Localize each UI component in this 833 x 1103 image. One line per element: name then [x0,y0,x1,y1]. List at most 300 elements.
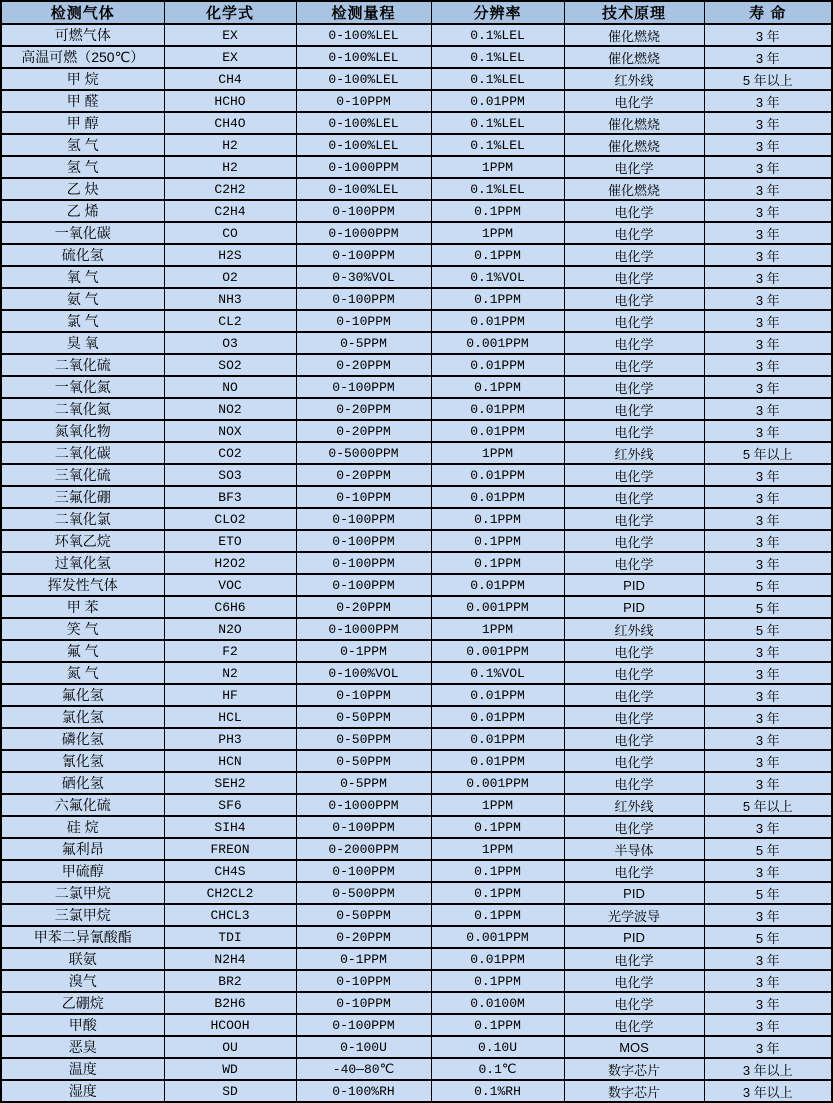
cell-life: 3 年 [704,684,832,706]
cell-life: 3 年 [704,904,832,926]
cell-gas-name: 氢 气 [1,156,164,178]
cell-formula: SIH4 [164,816,296,838]
cell-formula: CO [164,222,296,244]
cell-life: 5 年 [704,882,832,904]
cell-formula: C2H2 [164,178,296,200]
cell-life: 3 年 [704,156,832,178]
cell-principle: 半导体 [564,838,704,860]
cell-formula: EX [164,46,296,68]
cell-formula: NOX [164,420,296,442]
cell-resolution: 0.001PPM [431,772,564,794]
cell-resolution: 0.01PPM [431,464,564,486]
cell-principle: 电化学 [564,1014,704,1036]
cell-principle: 电化学 [564,728,704,750]
cell-gas-name: 一氧化氮 [1,376,164,398]
cell-resolution: 0.1PPM [431,860,564,882]
table-row [1,354,832,376]
cell-life: 3 年 [704,90,832,112]
cell-resolution: 0.01PPM [431,486,564,508]
cell-formula: H2S [164,244,296,266]
table-row [1,200,832,222]
cell-resolution: 0.1PPM [431,816,564,838]
cell-principle: 电化学 [564,420,704,442]
col-header-range: 检测量程 [296,1,431,24]
cell-range: 0-100%LEL [296,46,431,68]
table-row [1,706,832,728]
cell-gas-name: 乙 炔 [1,178,164,200]
cell-gas-name: 磷化氢 [1,728,164,750]
cell-formula: SD [164,1080,296,1102]
cell-life: 3 年 [704,970,832,992]
cell-formula: HF [164,684,296,706]
cell-principle: 电化学 [564,288,704,310]
cell-range: 0-100%RH [296,1080,431,1102]
cell-principle: 电化学 [564,156,704,178]
cell-gas-name: 环氧乙烷 [1,530,164,552]
cell-formula: EX [164,24,296,46]
cell-principle: 电化学 [564,860,704,882]
table-row [1,464,832,486]
cell-formula: NO [164,376,296,398]
cell-formula: VOC [164,574,296,596]
cell-life: 3 年 [704,772,832,794]
cell-gas-name: 溴气 [1,970,164,992]
table-row [1,112,832,134]
cell-resolution: 1PPM [431,838,564,860]
cell-formula: CLO2 [164,508,296,530]
cell-life: 3 年 [704,486,832,508]
cell-principle: 红外线 [564,618,704,640]
cell-resolution: 0.01PPM [431,706,564,728]
cell-range: 0-1000PPM [296,794,431,816]
cell-principle: PID [564,574,704,596]
cell-principle: 电化学 [564,706,704,728]
cell-range: 0-5PPM [296,772,431,794]
cell-life: 3 年 [704,552,832,574]
cell-resolution: 0.1%VOL [431,662,564,684]
cell-principle: 电化学 [564,332,704,354]
table-row [1,332,832,354]
cell-range: 0-100%LEL [296,112,431,134]
cell-range: 0-100%VOL [296,662,431,684]
cell-life: 3 年 [704,222,832,244]
cell-gas-name: 三氯甲烷 [1,904,164,926]
cell-resolution: 0.1%LEL [431,112,564,134]
cell-resolution: 0.1%VOL [431,266,564,288]
cell-gas-name: 氮氧化物 [1,420,164,442]
cell-formula: H2O2 [164,552,296,574]
cell-principle: 电化学 [564,376,704,398]
cell-principle: 电化学 [564,816,704,838]
cell-formula: BF3 [164,486,296,508]
cell-range: 0-1PPM [296,640,431,662]
table-row [1,178,832,200]
cell-formula: WD [164,1058,296,1080]
cell-principle: 催化燃烧 [564,24,704,46]
cell-gas-name: 挥发性气体 [1,574,164,596]
table-row [1,222,832,244]
table-row [1,992,832,1014]
cell-gas-name: 高温可燃（250℃） [1,46,164,68]
cell-life: 3 年 [704,662,832,684]
cell-range: 0-50PPM [296,706,431,728]
table-row [1,68,832,90]
cell-formula: SF6 [164,794,296,816]
cell-life: 3 年 [704,244,832,266]
cell-resolution: 0.10U [431,1036,564,1058]
cell-range: 0-1000PPM [296,222,431,244]
cell-formula: N2 [164,662,296,684]
cell-principle: 电化学 [564,530,704,552]
cell-formula: C6H6 [164,596,296,618]
cell-range: 0-10PPM [296,486,431,508]
table-row [1,24,832,46]
cell-range: 0-1000PPM [296,156,431,178]
table-row [1,156,832,178]
cell-range: 0-50PPM [296,750,431,772]
table-row [1,618,832,640]
cell-range: 0-10PPM [296,90,431,112]
cell-resolution: 0.001PPM [431,926,564,948]
cell-range: 0-20PPM [296,596,431,618]
cell-life: 3 年以上 [704,1080,832,1102]
cell-range: 0-100PPM [296,288,431,310]
cell-gas-name: 氟 气 [1,640,164,662]
cell-life: 3 年 [704,464,832,486]
cell-resolution: 0.1%LEL [431,134,564,156]
cell-life: 3 年 [704,332,832,354]
cell-principle: 电化学 [564,508,704,530]
cell-resolution: 1PPM [431,442,564,464]
cell-principle: 电化学 [564,398,704,420]
cell-principle: 电化学 [564,750,704,772]
cell-life: 3 年 [704,1036,832,1058]
cell-resolution: 0.1%LEL [431,178,564,200]
cell-formula: PH3 [164,728,296,750]
cell-gas-name: 甲 苯 [1,596,164,618]
cell-formula: FREON [164,838,296,860]
table-row [1,772,832,794]
table-row [1,398,832,420]
cell-gas-name: 过氧化氢 [1,552,164,574]
cell-life: 3 年 [704,420,832,442]
cell-range: 0-20PPM [296,354,431,376]
cell-range: 0-100%LEL [296,134,431,156]
cell-resolution: 0.01PPM [431,750,564,772]
cell-principle: 电化学 [564,992,704,1014]
cell-life: 3 年以上 [704,1058,832,1080]
cell-range: 0-100PPM [296,244,431,266]
cell-gas-name: 甲 醇 [1,112,164,134]
cell-principle: 数字芯片 [564,1080,704,1102]
cell-life: 5 年 [704,596,832,618]
cell-formula: F2 [164,640,296,662]
cell-formula: SO2 [164,354,296,376]
cell-resolution: 0.01PPM [431,574,564,596]
table-row [1,552,832,574]
cell-resolution: 0.01PPM [431,310,564,332]
cell-resolution: 0.1PPM [431,1014,564,1036]
col-header-formula: 化学式 [164,1,296,24]
cell-range: 0-20PPM [296,926,431,948]
cell-principle: 电化学 [564,970,704,992]
cell-gas-name: 氟利昂 [1,838,164,860]
table-row [1,376,832,398]
table-row [1,926,832,948]
cell-formula: CHCL3 [164,904,296,926]
table-row [1,662,832,684]
cell-gas-name: 一氧化碳 [1,222,164,244]
cell-resolution: 0.1℃ [431,1058,564,1080]
table-row [1,728,832,750]
cell-range: 0-5PPM [296,332,431,354]
cell-gas-name: 甲 烷 [1,68,164,90]
cell-formula: B2H6 [164,992,296,1014]
cell-gas-name: 二氧化碳 [1,442,164,464]
cell-principle: 电化学 [564,222,704,244]
cell-formula: TDI [164,926,296,948]
cell-gas-name: 三氧化硫 [1,464,164,486]
cell-life: 3 年 [704,24,832,46]
table-row [1,882,832,904]
cell-life: 5 年 [704,838,832,860]
cell-range: 0-10PPM [296,684,431,706]
table-row [1,266,832,288]
cell-range: 0-20PPM [296,420,431,442]
col-header-life: 寿 命 [704,1,832,24]
cell-formula: CO2 [164,442,296,464]
cell-principle: 电化学 [564,486,704,508]
cell-life: 3 年 [704,134,832,156]
cell-formula: N2O [164,618,296,640]
cell-formula: SEH2 [164,772,296,794]
cell-resolution: 0.1%LEL [431,24,564,46]
cell-range: 0-100PPM [296,1014,431,1036]
cell-resolution: 0.01PPM [431,728,564,750]
cell-range: 0-100PPM [296,552,431,574]
cell-principle: 电化学 [564,662,704,684]
cell-resolution: 0.01PPM [431,948,564,970]
cell-resolution: 0.01PPM [431,684,564,706]
header-row [1,1,832,24]
cell-resolution: 0.1%LEL [431,68,564,90]
cell-life: 3 年 [704,266,832,288]
cell-resolution: 0.001PPM [431,332,564,354]
table-row [1,1014,832,1036]
cell-resolution: 0.1PPM [431,288,564,310]
cell-range: 0-100PPM [296,530,431,552]
cell-principle: PID [564,926,704,948]
table-row [1,970,832,992]
cell-range: 0-100PPM [296,860,431,882]
cell-formula: HCHO [164,90,296,112]
cell-life: 3 年 [704,860,832,882]
cell-gas-name: 联氨 [1,948,164,970]
cell-life: 3 年 [704,816,832,838]
cell-life: 3 年 [704,750,832,772]
cell-range: 0-5000PPM [296,442,431,464]
cell-formula: O3 [164,332,296,354]
cell-gas-name: 硫化氢 [1,244,164,266]
cell-resolution: 1PPM [431,794,564,816]
cell-principle: 电化学 [564,354,704,376]
table-row [1,904,832,926]
cell-range: -40—80℃ [296,1058,431,1080]
cell-principle: 电化学 [564,552,704,574]
cell-gas-name: 氟化氢 [1,684,164,706]
table-row [1,486,832,508]
cell-resolution: 0.001PPM [431,640,564,662]
cell-principle: PID [564,882,704,904]
cell-life: 5 年 [704,926,832,948]
cell-gas-name: 氯 气 [1,310,164,332]
cell-life: 5 年 [704,618,832,640]
table-row [1,816,832,838]
cell-resolution: 0.1%LEL [431,46,564,68]
col-header-principle: 技术原理 [564,1,704,24]
cell-life: 5 年以上 [704,794,832,816]
cell-gas-name: 乙 烯 [1,200,164,222]
cell-gas-name: 二氯甲烷 [1,882,164,904]
cell-gas-name: 硒化氢 [1,772,164,794]
cell-life: 3 年 [704,200,832,222]
table-row [1,90,832,112]
cell-range: 0-100PPM [296,508,431,530]
cell-range: 0-100PPM [296,574,431,596]
cell-gas-name: 湿度 [1,1080,164,1102]
cell-gas-name: 臭 氧 [1,332,164,354]
cell-resolution: 0.1PPM [431,970,564,992]
cell-range: 0-50PPM [296,728,431,750]
cell-range: 0-100PPM [296,376,431,398]
table-body [1,24,832,1102]
cell-formula: CL2 [164,310,296,332]
cell-range: 0-20PPM [296,464,431,486]
table-row [1,530,832,552]
cell-life: 3 年 [704,640,832,662]
table-row [1,574,832,596]
cell-principle: 催化燃烧 [564,112,704,134]
table-row [1,838,832,860]
cell-formula: HCN [164,750,296,772]
cell-life: 3 年 [704,376,832,398]
cell-life: 3 年 [704,178,832,200]
cell-resolution: 0.1PPM [431,530,564,552]
cell-gas-name: 二氧化氮 [1,398,164,420]
table-row [1,860,832,882]
cell-resolution: 0.1PPM [431,882,564,904]
table-row [1,596,832,618]
cell-resolution: 0.001PPM [431,596,564,618]
table-row [1,794,832,816]
table-row [1,640,832,662]
cell-life: 3 年 [704,992,832,1014]
cell-resolution: 1PPM [431,156,564,178]
cell-formula: CH4 [164,68,296,90]
cell-formula: OU [164,1036,296,1058]
cell-resolution: 0.1PPM [431,200,564,222]
cell-life: 3 年 [704,948,832,970]
cell-resolution: 1PPM [431,618,564,640]
cell-principle: 电化学 [564,948,704,970]
cell-life: 3 年 [704,1014,832,1036]
cell-resolution: 0.01PPM [431,398,564,420]
cell-resolution: 0.1%RH [431,1080,564,1102]
cell-formula: C2H4 [164,200,296,222]
cell-gas-name: 三氟化硼 [1,486,164,508]
cell-life: 3 年 [704,112,832,134]
cell-gas-name: 氯化氢 [1,706,164,728]
cell-principle: 红外线 [564,68,704,90]
cell-range: 0-1000PPM [296,618,431,640]
cell-principle: 电化学 [564,244,704,266]
cell-principle: 催化燃烧 [564,46,704,68]
cell-principle: 电化学 [564,464,704,486]
cell-principle: 数字芯片 [564,1058,704,1080]
cell-resolution: 0.1PPM [431,244,564,266]
cell-principle: 电化学 [564,684,704,706]
cell-principle: 电化学 [564,310,704,332]
cell-gas-name: 硅 烷 [1,816,164,838]
cell-range: 0-10PPM [296,310,431,332]
cell-life: 3 年 [704,706,832,728]
cell-formula: CH2CL2 [164,882,296,904]
cell-resolution: 0.1PPM [431,376,564,398]
cell-life: 3 年 [704,46,832,68]
cell-range: 0-2000PPM [296,838,431,860]
col-header-resolution: 分辨率 [431,1,564,24]
cell-principle: MOS [564,1036,704,1058]
cell-range: 0-1PPM [296,948,431,970]
cell-formula: NO2 [164,398,296,420]
cell-formula: CH4O [164,112,296,134]
cell-principle: 催化燃烧 [564,178,704,200]
cell-life: 3 年 [704,728,832,750]
cell-life: 3 年 [704,530,832,552]
cell-gas-name: 笑 气 [1,618,164,640]
cell-formula: HCOOH [164,1014,296,1036]
table-row [1,948,832,970]
cell-formula: SO3 [164,464,296,486]
cell-range: 0-30%VOL [296,266,431,288]
cell-life: 3 年 [704,354,832,376]
cell-principle: 红外线 [564,794,704,816]
cell-gas-name: 可燃气体 [1,24,164,46]
cell-life: 3 年 [704,398,832,420]
cell-range: 0-10PPM [296,992,431,1014]
cell-formula: H2 [164,156,296,178]
cell-principle: 催化燃烧 [564,134,704,156]
cell-life: 5 年 [704,574,832,596]
cell-principle: 电化学 [564,772,704,794]
cell-formula: ETO [164,530,296,552]
table-row [1,288,832,310]
cell-range: 0-20PPM [296,398,431,420]
cell-resolution: 0.01PPM [431,354,564,376]
table-row [1,46,832,68]
cell-principle: 电化学 [564,640,704,662]
table-row [1,442,832,464]
table-row [1,1058,832,1080]
cell-formula: HCL [164,706,296,728]
cell-formula: BR2 [164,970,296,992]
cell-principle: 电化学 [564,200,704,222]
cell-life: 5 年以上 [704,442,832,464]
cell-range: 0-10PPM [296,970,431,992]
cell-life: 3 年 [704,288,832,310]
table-row [1,244,832,266]
table-row [1,310,832,332]
